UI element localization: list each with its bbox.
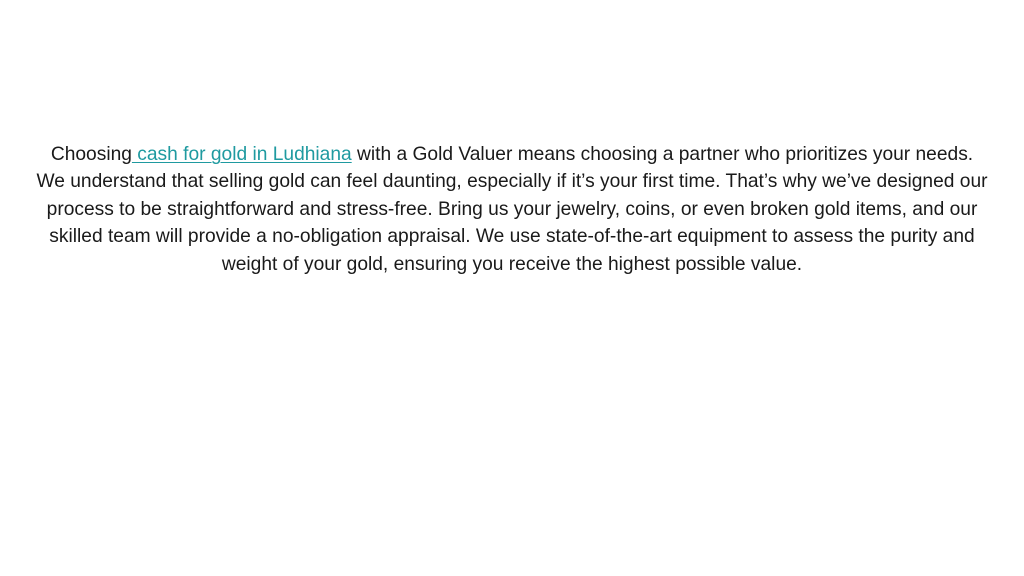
body-paragraph [36,141,988,278]
paragraph-text-rest: with a Gold Valuer means choosing a partner who prioritizes your needs. We understand that selling gold can feel daunting, especially if it’s your first time. That’s why we’ve designed our process to be straightforward and stress-free. Bring us your jewelry, coins, or even broken gold items, and our skilled team will provide a no-obligation appraisal. We use state-of-the-art equipment to assess the purity and weight of your gold, ensuring you receive the highest possible value. [36,144,988,275]
cash-for-gold-link[interactable]: cash for gold in Ludhiana [131,144,352,165]
paragraph-text-start: Choosing [50,144,132,165]
